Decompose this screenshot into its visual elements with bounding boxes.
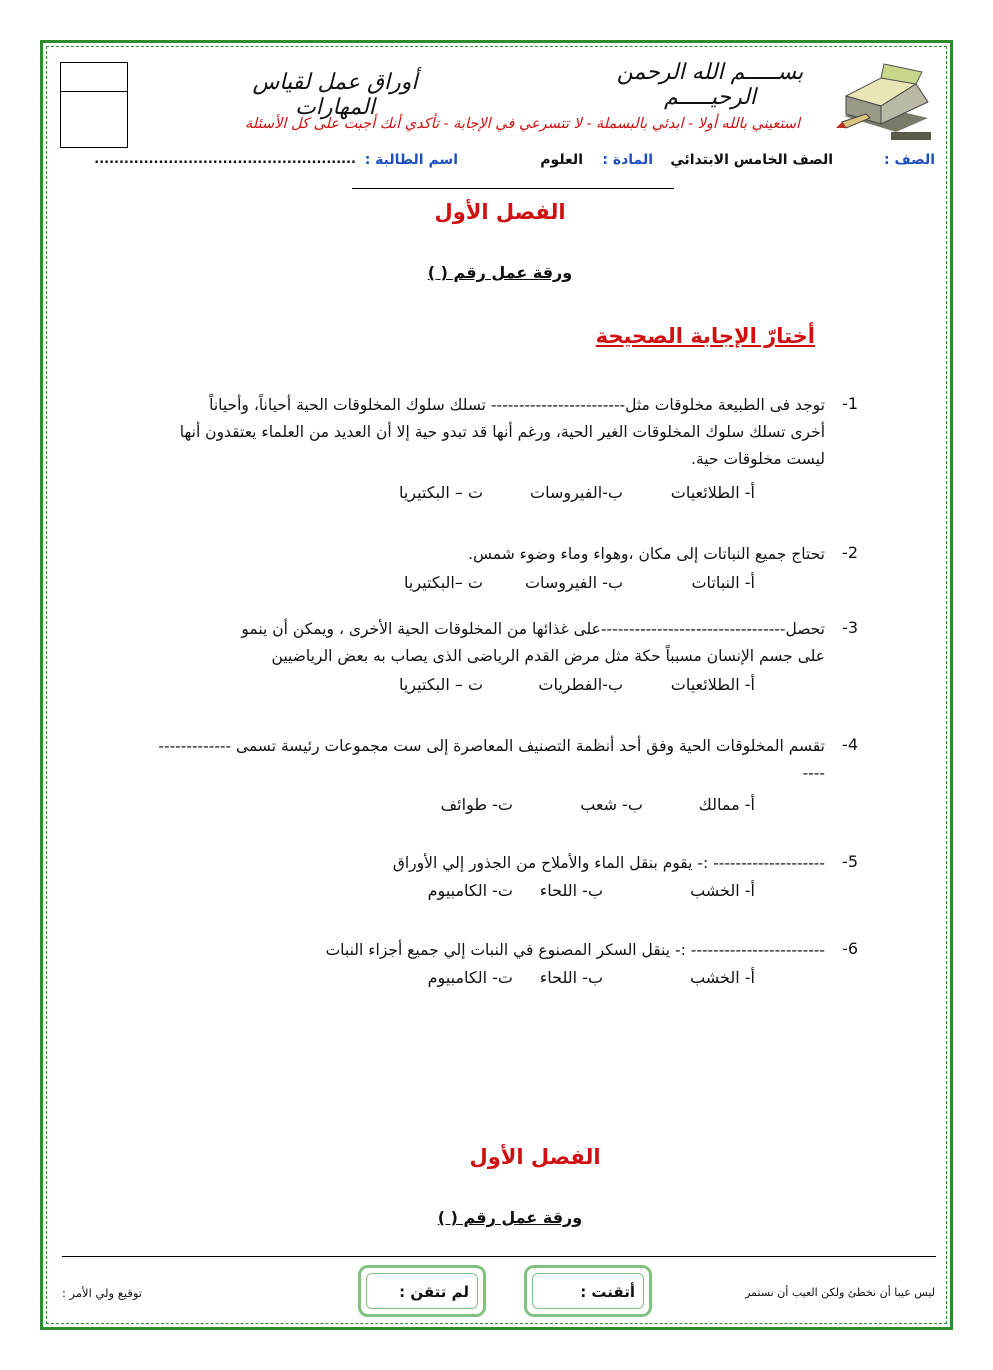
question-text-line: توجد فى الطبيعة مخلوقات مثل------------------------ تسلك سلوك المخلوقات الحية أحياناً، وأحياناً xyxy=(209,396,825,414)
answer-option[interactable]: أ- الطلائعيات xyxy=(670,483,755,502)
answer-option[interactable]: ت – البكتيريا xyxy=(398,675,483,694)
answer-option[interactable]: ت- الكامبيوم xyxy=(427,881,513,900)
answer-option[interactable]: أ- ممالك xyxy=(698,795,755,814)
answer-option[interactable]: ب- شعب xyxy=(580,795,643,814)
instructions: استعيني بالله أولا - ابدئي بالبسملة - لا تتسرعي في الإجابة - تأكدي أنك أجبت على كل الأسئلة xyxy=(244,116,800,132)
page-border-inner xyxy=(46,46,947,1324)
answer-option[interactable]: أ- الطلائعيات xyxy=(670,675,755,694)
question-text-line: تحتاج جميع النباتات إلى مكان ،وهواء وماء وضوء شمس. xyxy=(468,545,825,563)
question-number: -2 xyxy=(842,543,858,562)
question-text-line: أخرى تسلك سلوك المخلوقات الغير الحية، ورغم أنها قد تبدو حية إلا أن العديد من العلماء يعتقدون أنها xyxy=(179,423,825,441)
question-text-line: على جسم الإنسان مسبباً حكة مثل مرض القدم الرياضى الذى يصاب به بعض الرياضيين xyxy=(271,647,825,665)
chapter-title: الفصل الأول xyxy=(434,200,566,224)
question-text-line: -------------------- :- يقوم بنقل الماء والأملاح من الجذور إلي الأوراق xyxy=(392,854,825,872)
question-text-line: ------------------------ :- ينقل السكر المصنوع في النبات إلي جميع أجزاء النبات xyxy=(325,941,825,959)
grade-value: الصف الخامس الابتدائي xyxy=(670,152,833,168)
answer-option[interactable]: ب-الفيروسات xyxy=(530,483,623,502)
question-text-line: ليست مخلوقات حية. xyxy=(691,450,825,468)
task-instruction: أختارّ الإجابة الصحيحة xyxy=(595,324,815,348)
question-text-line: تحصل---------------------------------على غذائها من المخلوقات الحية الأخرى ، ويمكن أن ينمو xyxy=(241,620,825,638)
student-name-label: اسم الطالبة : xyxy=(364,152,458,168)
question-text-line: ---- xyxy=(802,764,825,782)
page-title: أوراق عمل لقياس المهارات xyxy=(252,70,418,120)
not-mastered-label: لم تتقن : xyxy=(399,1283,469,1301)
answer-option[interactable]: ت –البكتيريا xyxy=(404,573,483,592)
answer-option[interactable]: ب- الفيروسات xyxy=(524,573,623,592)
footer-separator xyxy=(62,1256,936,1257)
chapter-title-2: الفصل الأول xyxy=(469,1145,601,1169)
basmala: بســـــم الله الرحمن الرحيـــــم xyxy=(616,60,804,110)
grade-label: الصف : xyxy=(884,152,935,168)
not-mastered-box[interactable] xyxy=(358,1265,486,1317)
answer-option[interactable]: ب-الفطريات xyxy=(538,675,623,694)
answer-option[interactable]: ت – البكتيريا xyxy=(398,483,483,502)
worksheet-number: ورقة عمل رقم ( ) xyxy=(427,263,573,282)
worksheet-number-2: ورقة عمل رقم ( ) xyxy=(437,1208,583,1227)
answer-option[interactable]: ت- الكامبيوم xyxy=(427,968,513,987)
answer-option[interactable]: أ- الخشب xyxy=(690,881,755,900)
student-name-field[interactable]: ..................................................... xyxy=(94,152,356,167)
question-number: -1 xyxy=(842,394,858,413)
question-number: -3 xyxy=(842,618,858,637)
subject-value: العلوم xyxy=(540,152,583,168)
grade-box xyxy=(60,62,128,148)
answer-option[interactable]: ب- اللحاء xyxy=(539,881,603,900)
answer-option[interactable]: ب- اللحاء xyxy=(539,968,603,987)
answer-option[interactable]: ت- طوائف xyxy=(440,795,513,814)
answer-option[interactable]: أ- الخشب xyxy=(690,968,755,987)
mastered-label: أتقنت : xyxy=(580,1283,635,1301)
header-separator xyxy=(352,188,674,189)
mastered-box[interactable] xyxy=(524,1265,652,1317)
question-text-line: تقسم المخلوقات الحية وفق أحد أنظمة التصنيف المعاصرة إلى ست مجموعات رئيسة تسمى ------------- xyxy=(158,737,825,755)
question-number: -5 xyxy=(842,852,858,871)
question-number: -4 xyxy=(842,735,858,754)
answer-option[interactable]: أ- النباتات xyxy=(691,573,755,592)
parent-signature-label: توقيع ولي الأمر : xyxy=(62,1286,142,1300)
subject-label: المادة : xyxy=(602,152,653,168)
book-pencil-icon xyxy=(836,56,936,146)
question-number: -6 xyxy=(842,939,858,958)
motto: ليس عيبا أن نخطئ ولكن العيب أن نستمر xyxy=(745,1286,935,1299)
